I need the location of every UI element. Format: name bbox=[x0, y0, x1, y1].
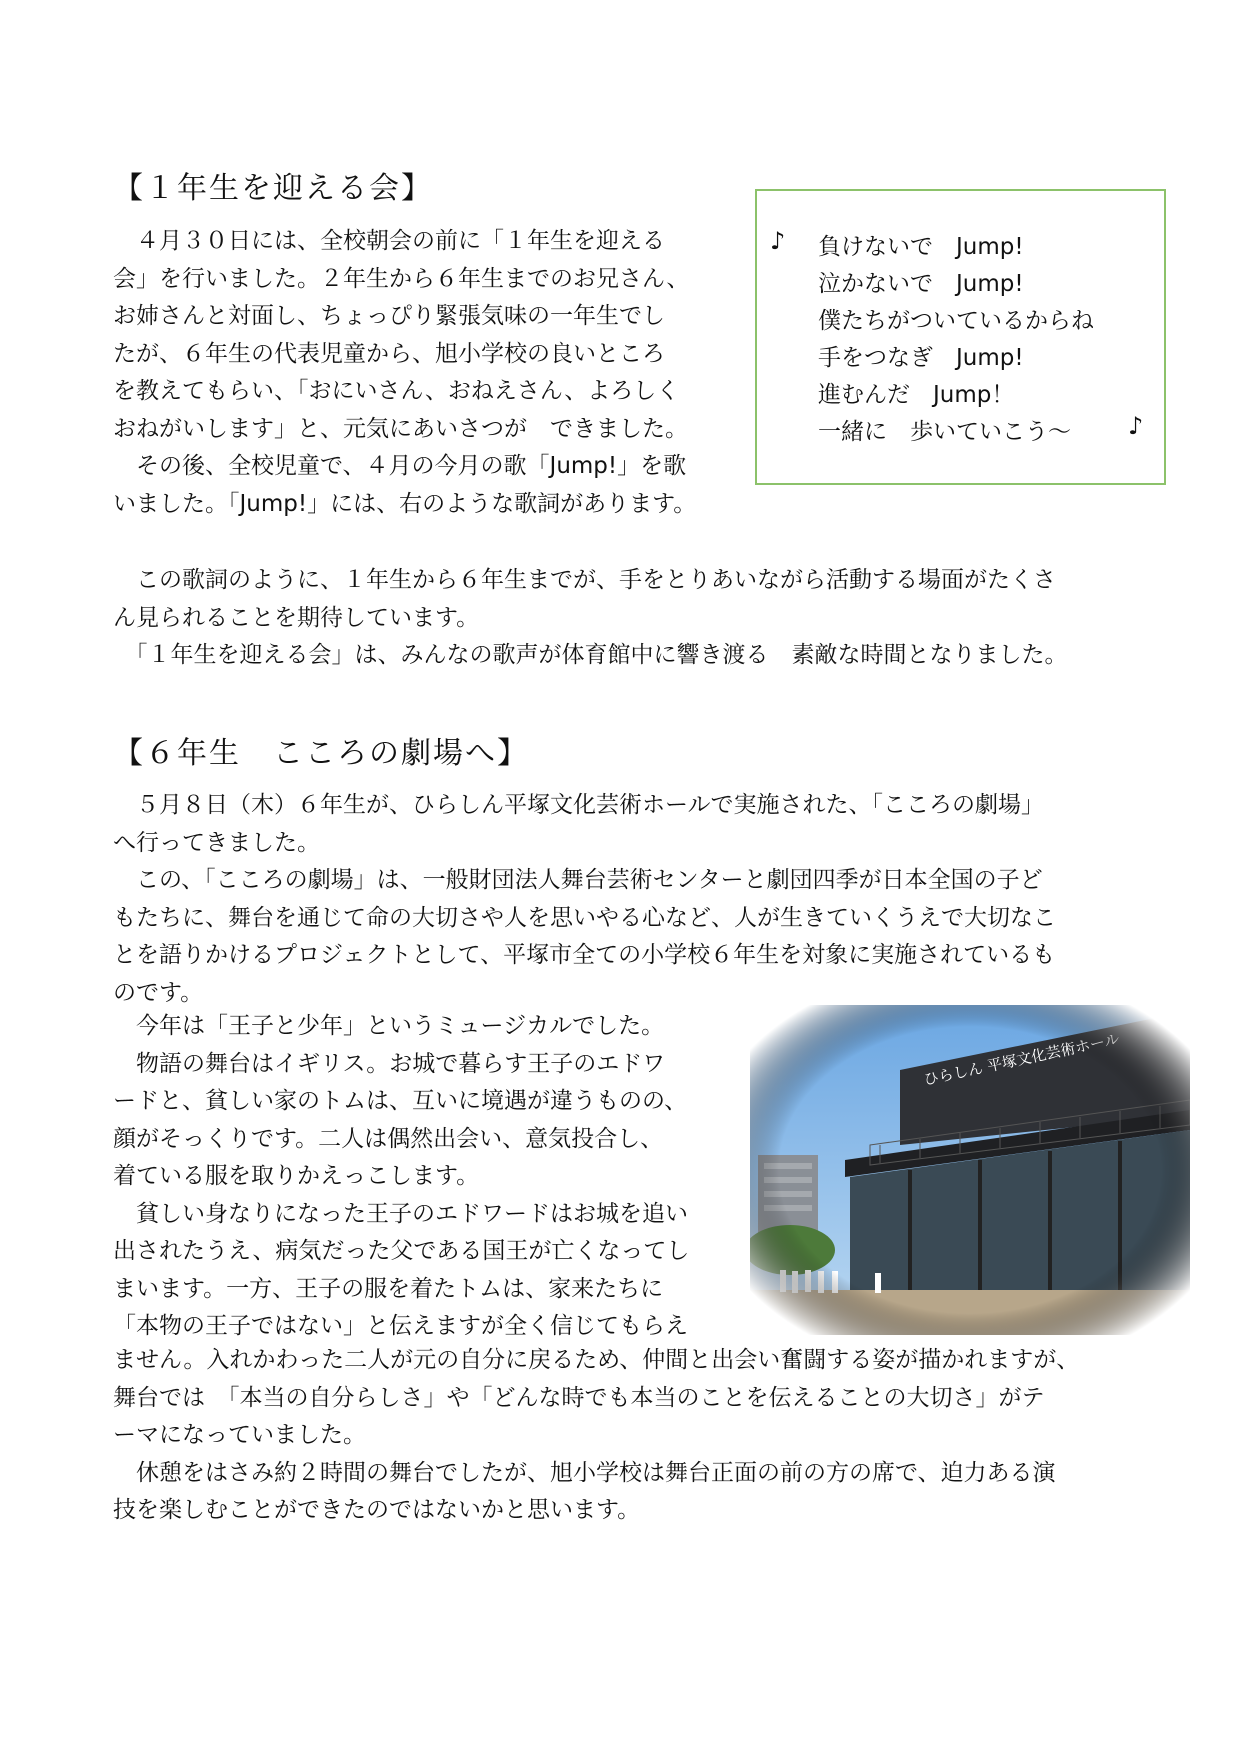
lyrics-box bbox=[755, 189, 1166, 485]
text-line: 「本物の王子ではない」と伝えますが全く信じてもらえ bbox=[113, 1313, 688, 1339]
text-line: その後、全校児童で、４月の今月の歌「Jump!」を歌 bbox=[113, 453, 687, 479]
text-line: ４月３０日には、全校朝会の前に「１年生を迎える bbox=[113, 228, 665, 254]
text-line: ん見られることを期待しています。 bbox=[113, 604, 480, 631]
section1-heading: 【１年生を迎える会】 bbox=[113, 171, 433, 206]
text-line: たが、６年生の代表児童から、旭小学校の良いところ bbox=[113, 340, 665, 367]
text-line: この歌詞のように、１年生から６年生までが、手をとりあいながら活動する場面がたくさ bbox=[113, 567, 1056, 593]
text-line: を教えてもらい、「おにいさん、おねえさん、よろしく bbox=[113, 378, 680, 404]
lyric-line: 手をつなぎ Jump! bbox=[818, 345, 1024, 371]
text-line: この、「こころの劇場」は、一般財団法人舞台芸術センターと劇団四季が日本全国の子ど bbox=[113, 867, 1043, 893]
lyric-line: 泣かないで Jump! bbox=[818, 271, 1024, 297]
text-line: 舞台では 「本当の自分らしさ」や「どんな時でも本当のことを伝えることの大切さ」がテ bbox=[113, 1384, 1045, 1411]
section2-intro-paragraph bbox=[113, 787, 1143, 1012]
lyric-line: 負けないで Jump! bbox=[818, 234, 1024, 260]
text-line: 「１年生を迎える会」は、みんなの歌声が体育館中に響き渡る 素敵な時間となりました。 bbox=[113, 642, 1068, 668]
text-line: 会」を行いました。２年生から６年生までのお兄さん、 bbox=[113, 265, 690, 292]
text-line: へ行ってきました。 bbox=[113, 829, 320, 856]
text-line: もたちに、舞台を通じて命の大切さや人を思いやる心など、人が生きていくうえで大切なこ bbox=[113, 904, 1056, 931]
lyric-line: 進むんだ Jump！ bbox=[818, 382, 1015, 408]
text-line: ーマになっていました。 bbox=[113, 1422, 366, 1448]
text-line: おねがいします」と、元気にあいさつが できました。 bbox=[113, 415, 688, 442]
music-note-icon: ♪ bbox=[1128, 412, 1144, 440]
text-line: いました。「Jump!」には、右のような歌詞があります。 bbox=[113, 490, 697, 517]
text-line: 顔がそっくりです。二人は偶然出会い、意気投合し、 bbox=[113, 1125, 664, 1152]
text-line: ードと、貧しい家のトムは、互いに境遇が違うものの、 bbox=[113, 1088, 688, 1114]
lyric-line: 僕たちがついているからね bbox=[818, 308, 1094, 334]
text-line: まいます。一方、王子の服を着たトムは、家来たちに bbox=[113, 1275, 664, 1302]
section2-heading: 【６年生 こころの劇場へ】 bbox=[113, 736, 529, 771]
section1-intro-paragraph bbox=[113, 223, 733, 523]
text-line: 着ている服を取りかえっこします。 bbox=[113, 1163, 480, 1189]
text-line: 出されたうえ、病気だった父である国王が亡くなってし bbox=[113, 1238, 690, 1264]
text-line: のです。 bbox=[113, 979, 204, 1006]
text-line: お姉さんと対面し、ちょっぴり緊張気味の一年生でし bbox=[113, 303, 665, 329]
music-note-icon: ♪ bbox=[770, 227, 786, 255]
section2-conclusion-paragraph bbox=[113, 1342, 1143, 1530]
hall-photo bbox=[750, 1005, 1190, 1335]
text-line: 物語の舞台はイギリス。お城で暮らす王子のエドワ bbox=[113, 1050, 666, 1077]
text-line: 今年は「王子と少年」というミュージカルでした。 bbox=[113, 1013, 665, 1039]
text-line: ５月８日（木）６年生が、ひらしん平塚文化芸術ホールで実施された、「こころの劇場」 bbox=[113, 792, 1045, 818]
text-line: 技を楽しむことができたのではないかと思います。 bbox=[113, 1497, 641, 1523]
section1-closing-paragraph bbox=[113, 562, 1143, 675]
text-line: ません。入れかわった二人が元の自分に戻るため、仲間と出会い奮闘する姿が描かれますが、 bbox=[113, 1347, 1080, 1373]
text-line: とを語りかけるプロジェクトとして、平塚市全ての小学校６年生を対象に実施されているも bbox=[113, 942, 1056, 968]
text-line: 貧しい身なりになった王子のエドワードはお城を追い bbox=[113, 1200, 688, 1227]
section2-story-paragraph bbox=[113, 1008, 753, 1346]
text-line: 休憩をはさみ約２時間の舞台でしたが、旭小学校は舞台正面の前の方の席で、迫力ある演 bbox=[113, 1459, 1056, 1486]
lyric-line: 一緒に 歩いていこう～ bbox=[818, 419, 1071, 445]
